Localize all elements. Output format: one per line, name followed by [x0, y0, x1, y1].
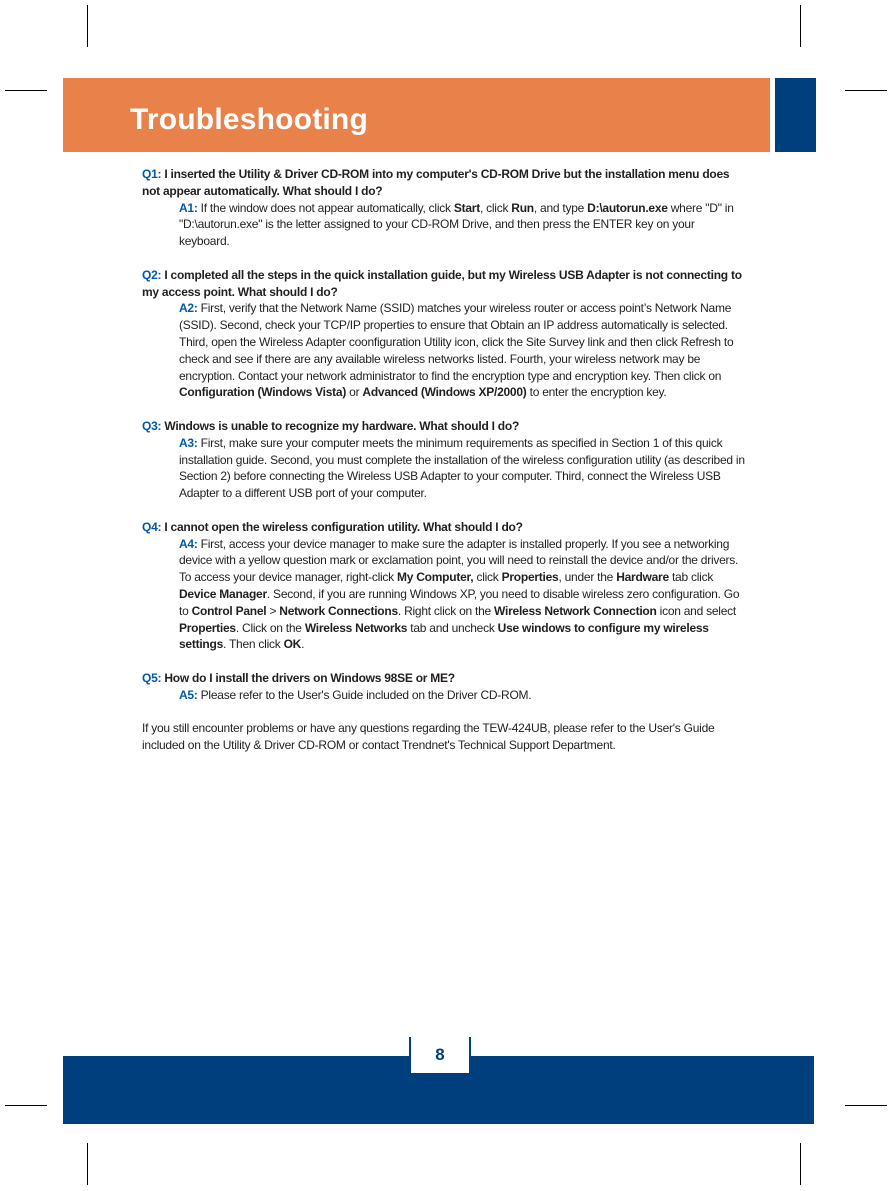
answer-emphasis: D:\autorun.exe	[587, 200, 668, 215]
question-text: How do I install the drivers on Windows 98SE or ME?	[161, 670, 455, 685]
answer-text: . Second, if you are running Windows XP, you need to disable wireless zero configuration. Go to	[179, 586, 740, 618]
answer-text: . Right click on the	[397, 603, 495, 618]
answer-text: First, access your device manager to make sure the adapter is installed properly. If you see a networking device with a yellow question mark or exclamation point, you will need to reinstall the device and/or the drivers. To access your device manager, right-click	[179, 536, 739, 585]
answer-label: A5:	[179, 687, 198, 702]
answer-text: Please refer to the User's Guide included on the Driver CD-ROM.	[197, 687, 532, 702]
answer-emphasis: Properties	[501, 570, 559, 585]
faq-item	[142, 418, 747, 502]
faq-question	[142, 519, 747, 536]
answer-text: to enter the encryption key.	[526, 385, 667, 400]
faq-question	[142, 670, 747, 687]
question-label: Q4:	[142, 519, 162, 534]
answer-emphasis: Properties	[179, 620, 236, 635]
answer-emphasis: Wireless Network Connection	[494, 603, 657, 618]
crop-mark	[800, 5, 801, 47]
answer-text: . Then click	[223, 637, 284, 652]
answer-text: , and type	[533, 200, 588, 215]
crop-mark	[5, 1105, 47, 1106]
faq-answer	[179, 300, 747, 401]
page-title: Troubleshooting	[130, 103, 368, 136]
header-accent-block	[775, 78, 816, 152]
answer-emphasis: OK	[283, 637, 302, 652]
question-label: Q2:	[142, 267, 162, 282]
answer-label: A3:	[179, 435, 198, 450]
faq-item	[142, 267, 747, 401]
faq-list	[142, 166, 747, 704]
page-number-box	[409, 1037, 471, 1075]
answer-text: First, verify that the Network Name (SSID) matches your wireless router or access point’s Network Name (SSID). Second, check your TCP/IP properties to ensure that Obtain an IP address automatically is selected. Third, open the Wireless Adapter coonfiguration Utility icon, click the Site Survey link and then click Refresh to check and see if there are any available wireless networks listed. Fourth, your wireless network may be encryption. Contact your network administrator to find the encryption type and encryption key. Then click on	[179, 301, 734, 383]
crop-mark	[845, 90, 887, 91]
answer-label: A2:	[179, 301, 198, 316]
answer-emphasis: Network Connections	[279, 603, 398, 618]
faq-question	[142, 166, 747, 200]
faq-answer	[179, 687, 747, 704]
answer-emphasis: Device Manager	[179, 586, 267, 601]
closing-paragraph: If you still encounter problems or have any questions regarding the TEW-424UB, please refer to the User's Guide included on the Utility & Driver CD-ROM or contact Trendnet's Technical Support Department.	[142, 721, 715, 753]
answer-emphasis: Wireless Networks	[304, 620, 408, 635]
answer-emphasis: My Computer,	[397, 570, 474, 585]
faq-question	[142, 267, 747, 301]
crop-mark	[845, 1105, 887, 1106]
answer-text: >	[266, 603, 280, 618]
answer-text: where "D" in "D:\autorun.exe" is the letter assigned to your CD-ROM Drive, and then press the ENTER key on your keyboard.	[179, 200, 734, 249]
answer-emphasis: Run	[511, 200, 534, 215]
answer-text: . Click on the	[235, 620, 305, 635]
faq-answer	[179, 536, 747, 654]
answer-text: icon and select	[656, 603, 736, 618]
answer-emphasis: Use windows to configure my wireless settings	[179, 620, 709, 652]
answer-label: A1:	[179, 200, 198, 215]
answer-emphasis: Configuration (Windows Vista)	[179, 385, 347, 400]
question-text: I cannot open the wireless configuration utility. What should I do?	[161, 519, 523, 534]
answer-text: click	[473, 570, 502, 585]
answer-text: tab click	[668, 570, 714, 585]
page-number: 8	[435, 1045, 445, 1064]
question-label: Q3:	[142, 418, 162, 433]
answer-text: If the window does not appear automatically, click	[197, 200, 454, 215]
crop-mark	[5, 90, 47, 91]
answer-emphasis: Hardware	[616, 570, 669, 585]
answer-emphasis: Control Panel	[191, 603, 267, 618]
faq-content	[142, 166, 747, 754]
crop-mark	[87, 1143, 88, 1185]
answer-text: , click	[479, 200, 512, 215]
question-text: I inserted the Utility & Driver CD-ROM into my computer's CD-ROM Drive but the installation menu does not appear automatically. What should I do?	[142, 167, 730, 198]
answer-label: A4:	[179, 536, 198, 551]
answer-text: tab and uncheck	[407, 620, 498, 635]
question-label: Q1:	[142, 167, 162, 181]
faq-question	[142, 418, 747, 435]
faq-answer	[179, 200, 747, 250]
faq-answer	[179, 435, 747, 502]
answer-text: or	[346, 385, 363, 400]
answer-emphasis: Advanced (Windows XP/2000)	[362, 385, 527, 400]
faq-item	[142, 519, 747, 653]
question-text: Windows is unable to recognize my hardware. What should I do?	[161, 418, 520, 433]
answer-text: First, make sure your computer meets the minimum requirements as specified in Section 1 of this quick installation guide. Second, you must complete the installation of the wireless configuration utility (as described in Section 2) before connecting the Wireless USB Adapter to your computer. Third, connect the Wireless USB Adapter to a different USB port of your computer.	[179, 435, 745, 501]
faq-item	[142, 166, 747, 250]
question-label: Q5:	[142, 670, 162, 685]
question-text: I completed all the steps in the quick installation guide, but my Wireless USB Adapter is not connecting to my access point. What should I do?	[142, 267, 742, 299]
answer-emphasis: Start	[453, 200, 480, 215]
faq-item	[142, 670, 747, 704]
answer-text: , under the	[558, 570, 617, 585]
crop-mark	[87, 5, 88, 47]
crop-mark	[800, 1143, 801, 1185]
answer-text: .	[301, 637, 305, 652]
